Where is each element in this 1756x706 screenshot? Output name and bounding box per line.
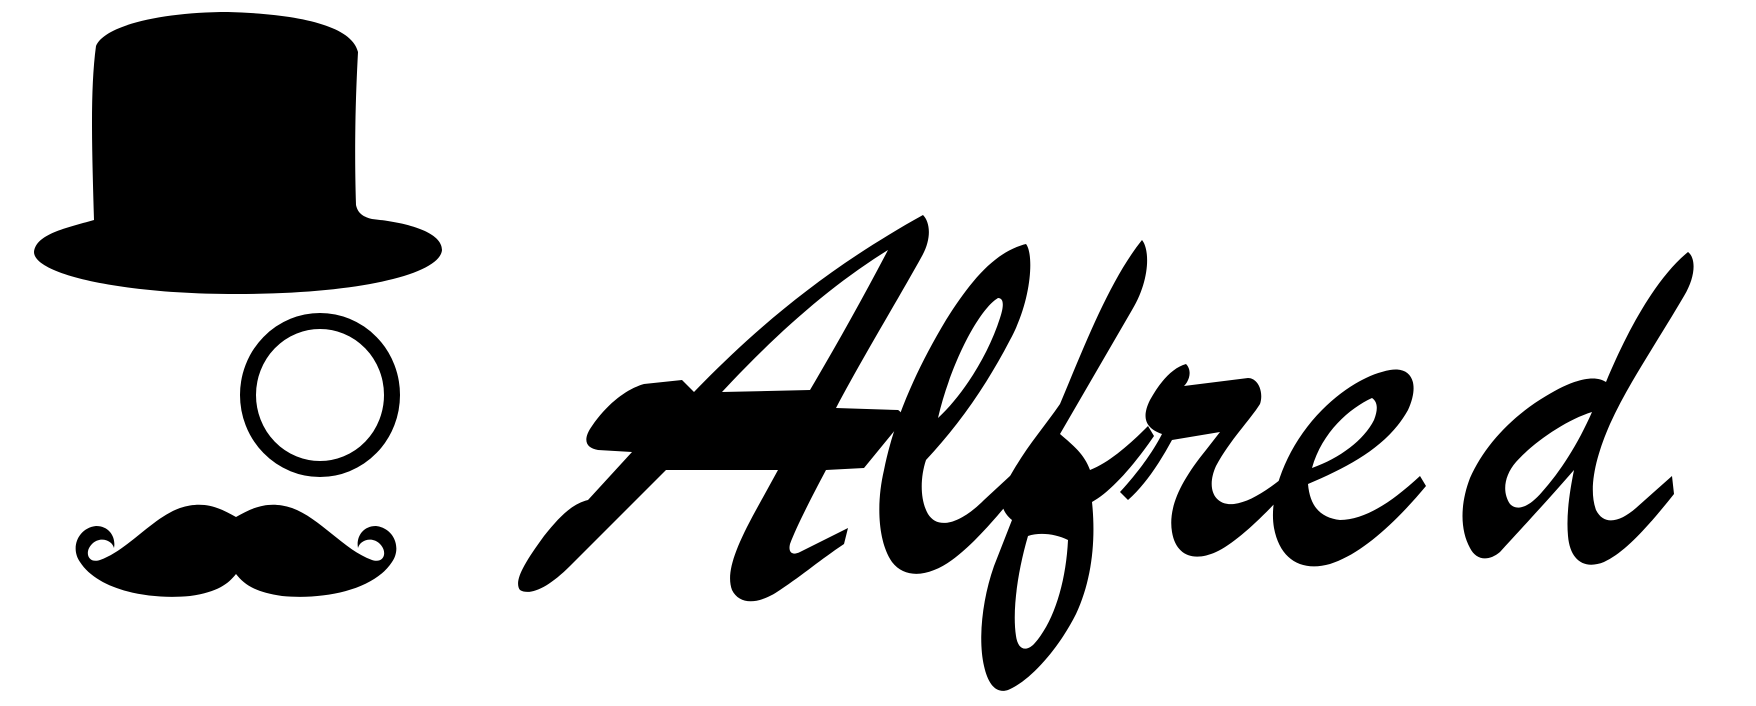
wordmark-letter-d	[1463, 252, 1694, 565]
wordmark-letter-a	[518, 215, 929, 601]
alfred-wordmark	[460, 0, 1756, 706]
wordmark-letter-r	[1120, 364, 1296, 557]
monocle-icon	[248, 321, 392, 469]
wordmark-letter-e	[1273, 369, 1426, 566]
top-hat-icon	[34, 12, 442, 294]
mustache-icon	[76, 505, 397, 597]
mascot	[0, 0, 460, 706]
